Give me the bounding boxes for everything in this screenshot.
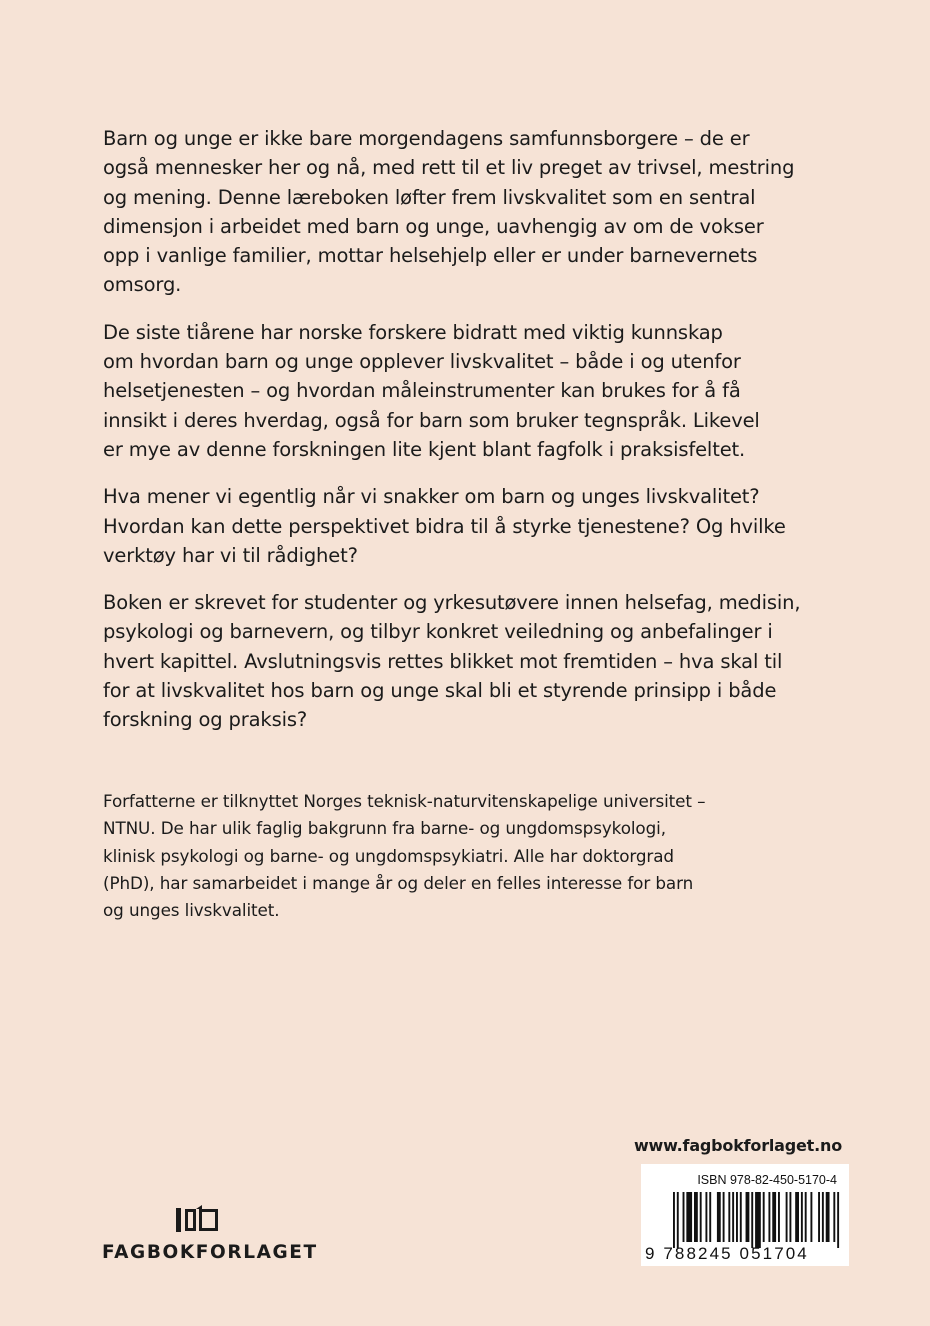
barcode-bar	[686, 1192, 692, 1242]
barcode-bar	[837, 1192, 839, 1248]
barcode-digits: 9 788245 051704	[645, 1244, 809, 1263]
blurb-paragraph-4: Boken er skrevet for studenter og yrkesutøvere innen helsefag, medisin, psykologi og barnevern, og tilbyr konkret veiledning og anbefalinger i hvert kapittel. Avslutningsvis rettes blikket mot fremtiden – hva skal til for at livskvalitet hos barn og unge skal bli et styrende prinsipp i både forskning og praksis?	[103, 591, 801, 732]
barcode-bar	[709, 1192, 711, 1242]
book-mark-icon	[174, 1205, 220, 1235]
barcode-bar	[673, 1192, 675, 1248]
barcode-bar	[833, 1192, 835, 1242]
barcode-bar	[717, 1192, 721, 1242]
author-bio: Forfatterne er tilknyttet Norges teknisk-naturvitenskapelige universitet – NTNU. De har ulik faglig bakgrunn fra barne- og ungdomspsykologi, klinisk psykologi og barne- og ungdomspsykiatri. Alle har doktorgrad (PhD), har samarbeidet i mange år og deler en felles interesse for barn og unges livskvalitet.	[103, 791, 706, 921]
barcode-bar	[805, 1192, 807, 1242]
barcode-bar	[768, 1192, 770, 1242]
isbn-barcode	[641, 1164, 849, 1266]
barcode-bar	[786, 1192, 788, 1242]
barcode-bar	[818, 1192, 820, 1242]
publisher-name: FAGBOKFORLAGET	[102, 1242, 318, 1263]
publisher-website[interactable]: www.fagbokforlaget.no	[633, 1136, 842, 1155]
blurb-paragraph-3: Hva mener vi egentlig når vi snakker om barn og unges livskvalitet? Hvordan kan dette perspektivet bidra til å styrke tjenestene? Og hvilke verktøy har vi til rådighet?	[103, 485, 786, 567]
barcode-bar	[763, 1192, 765, 1242]
barcode-bar	[810, 1192, 812, 1242]
barcode-bar	[772, 1192, 776, 1242]
barcode-bar	[795, 1192, 799, 1242]
barcode-bars	[673, 1192, 841, 1248]
barcode-bar	[746, 1192, 750, 1242]
blurb-paragraph-2: De siste tiårene har norske forskere bidratt med viktig kunnskap om hvordan barn og unge opplever livskvalitet – både i og utenfor helsetjenesten – og hvordan måleinstrumenter kan brukes for å få innsikt i deres hverdag, også for barn som bruker tegnspråk. Likevel er mye av denne forskningen lite kjent blant fagfolk i praksisfeltet.	[103, 320, 760, 461]
barcode-bar	[728, 1192, 730, 1242]
barcode-bar	[736, 1192, 738, 1242]
barcode-bar	[751, 1192, 753, 1248]
barcode-bar	[700, 1192, 702, 1242]
barcode-bar	[740, 1192, 742, 1242]
isbn-label: ISBN 978-82-450-5170-4	[697, 1173, 837, 1187]
barcode-bar	[683, 1192, 685, 1242]
barcode-bar	[826, 1192, 830, 1242]
barcode-bar	[789, 1192, 791, 1242]
barcode-bar	[732, 1192, 734, 1242]
barcode-bar	[694, 1192, 698, 1242]
barcode-bar	[822, 1192, 824, 1242]
barcode-bar	[705, 1192, 707, 1242]
blurb-paragraph-1: Barn og unge er ikke bare morgendagens samfunnsborgere – de er også mennesker her og nå, med rett til et liv preget av trivsel, mestring og mening. Denne læreboken løfter frem livskvalitet som en sentral dimensjon i arbeidet med barn og unge, uavhengig av om de vokser opp i vanlige familier, mottar helsehjelp eller er under barnevernets omsorg.	[103, 127, 795, 297]
barcode-bar	[677, 1192, 679, 1248]
barcode-bar	[755, 1192, 761, 1248]
barcode-bar	[801, 1192, 803, 1242]
barcode-bar	[723, 1192, 725, 1242]
back-cover-blurb	[103, 124, 803, 753]
barcode-bar	[778, 1192, 780, 1242]
